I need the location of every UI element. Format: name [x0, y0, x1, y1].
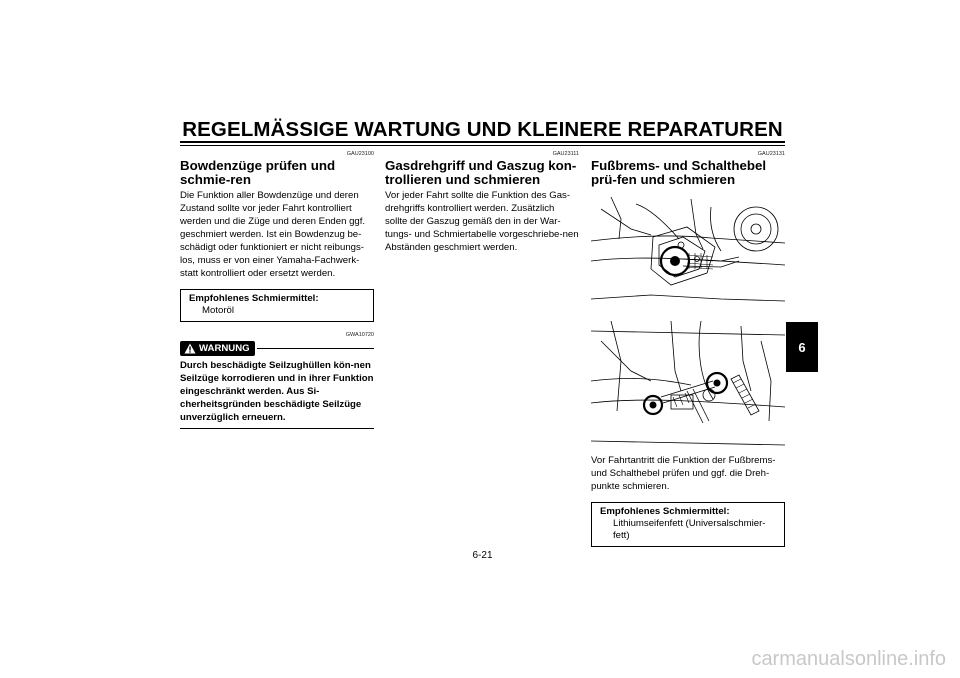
lubricant-box: [591, 502, 785, 547]
section-throttle: [385, 150, 579, 254]
page-number: 6-21: [472, 550, 493, 561]
section-code: GAU23111: [552, 151, 579, 157]
section-text: Vor jeder Fahrt sollte die Funktion des Gas-drehgriffs kontrolliert werden. Zusätzlich sollte der Gaszug gemäß den in der War-tungs- und Schmiertabelle vorgeschriebe-nen Abständen geschmiert werden.: [385, 190, 579, 253]
header-rule-thin: [180, 145, 785, 146]
lubricant-label: Empfohlenes Schmiermittel:: [600, 506, 730, 517]
warning-text: Durch beschädigte Seilzughüllen kön-nen Seilzüge korrodieren und in ihrer Funktion eingeschränkt werden. Aus Si-cherheitsgründen beschädigte Seilzüge unverzüglich erneuern.: [180, 360, 374, 423]
warning-triangle-icon: [184, 343, 196, 354]
warning-rule: [257, 348, 374, 349]
lubricant-box: [180, 289, 374, 322]
section-title: Fußbrems- und Schalthebel prü-fen und schmieren: [591, 158, 767, 187]
section-code: GAU23100: [346, 151, 374, 157]
warning-badge: [180, 341, 255, 356]
lubricant-value: Motoröl: [202, 305, 234, 316]
section-title: Bowdenzüge prüfen und schmie-ren: [180, 158, 336, 187]
section-text: Vor Fahrtantritt die Funktion der Fußbrems- und Schalthebel prüfen und ggf. die Dreh-punkte schmieren.: [591, 455, 776, 492]
shift-lever-illustration: [591, 321, 785, 453]
section-pedals: [591, 150, 785, 547]
brake-pedal-illustration: [591, 189, 785, 321]
page-title: REGELMÄSSIGE WARTUNG UND KLEINERE REPARATUREN: [182, 118, 783, 141]
chapter-tab: 6: [786, 322, 818, 372]
section-bowden-cables: [180, 150, 374, 429]
warning-label: WARNUNG: [199, 343, 250, 354]
header-rule: [180, 141, 785, 143]
section-code: GAU23131: [757, 151, 785, 157]
warning-code: GWA10720: [345, 332, 374, 338]
lubricant-value: Lithiumseifenfett (Universalschmier-fett): [613, 518, 766, 541]
section-title: Gasdrehgriff und Gaszug kon-trollieren und schmieren: [385, 158, 577, 187]
warning-header: [180, 341, 374, 356]
warning-bottom-rule: [180, 428, 374, 429]
lubricant-label: Empfohlenes Schmiermittel:: [189, 293, 319, 304]
section-text: Die Funktion aller Bowdenzüge und deren Zustand sollte vor jeder Fahrt kontrolliert werden und die Züge und deren Enden ggf. geschmiert werden. Ist ein Bowdenzug be-schädigt oder funktioniert er nicht reibungs-los, muss er von einer Yamaha-Fachwerk-statt kontrolliert oder ersetzt werden.: [180, 190, 366, 279]
watermark: carmanualsonline.info: [751, 648, 946, 670]
